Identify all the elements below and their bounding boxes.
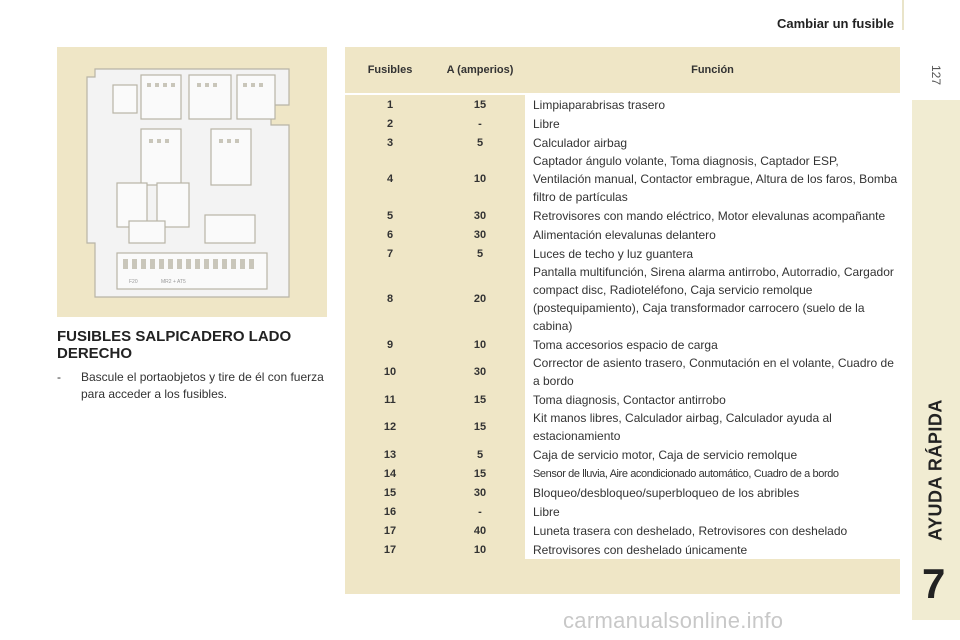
fuse-box-right-label: MR2 + AT5 xyxy=(161,279,186,285)
fuse-number: 9 xyxy=(386,338,394,351)
fuse-amps: 10 xyxy=(473,543,487,556)
fuse-amps: 10 xyxy=(473,338,487,351)
fuse-function: Libre xyxy=(525,502,900,521)
header-amps: A (amperios) xyxy=(446,64,514,76)
fuse-number: 1 xyxy=(386,98,394,111)
instruction-text: Bascule el portaobjetos y tire de él con fuerza para acceder a los fusibles. xyxy=(81,370,324,401)
fuse-number: 10 xyxy=(383,366,397,378)
fuse-function: Limpiaparabrisas trasero xyxy=(525,95,900,114)
fuse-function: Calculador airbag xyxy=(525,133,900,152)
fuse-number: 17 xyxy=(383,543,397,556)
table-row xyxy=(345,354,900,390)
fuse-number: 3 xyxy=(386,136,394,149)
table-row xyxy=(345,445,900,464)
fuse-amps: 10 xyxy=(473,173,487,185)
fuse-table-panel xyxy=(345,47,900,594)
fuse-number: 13 xyxy=(383,448,397,461)
fuse-function: Toma diagnosis, Contactor antirrobo xyxy=(525,390,900,409)
fuse-function: Pantalla multifunción, Sirena alarma antirrobo, Autorradio, Cargador compact disc, Radioteléfono, Caja servicio remolque (postequipamiento), Caja transformador carrocero (suelo de la cabina) xyxy=(525,263,900,335)
fuse-number: 8 xyxy=(386,293,394,305)
fuse-number: 17 xyxy=(383,524,397,537)
fuse-function: Captador ángulo volante, Toma diagnosis, Captador ESP, Ventilación manual, Contactor embrague, Altura de los faros, Bomba filtro de partículas xyxy=(525,152,900,206)
fuse-number: 4 xyxy=(386,173,394,185)
fuse-amps: - xyxy=(478,117,482,130)
section-title: FUSIBLES SALPICADERO LADO DERECHO xyxy=(57,328,292,362)
table-row xyxy=(345,114,900,133)
page-header-title: Cambiar un fusible xyxy=(776,16,894,31)
table-row xyxy=(345,133,900,152)
fuse-number: 6 xyxy=(386,228,394,241)
fuse-number: 14 xyxy=(383,467,397,480)
table-row xyxy=(345,95,900,114)
fuse-function: Caja de servicio motor, Caja de servicio remolque xyxy=(525,445,900,464)
fuse-box-left-label: F20 xyxy=(129,279,138,285)
fuse-amps: 5 xyxy=(476,448,484,461)
fuse-table-header xyxy=(345,47,900,93)
fuse-amps: 15 xyxy=(473,421,487,433)
header-divider xyxy=(902,0,904,30)
fuse-function: Bloqueo/desbloqueo/superbloqueo de los abribles xyxy=(525,483,900,502)
chapter-side-tab xyxy=(912,100,960,620)
table-row xyxy=(345,244,900,263)
fuse-number: 5 xyxy=(386,209,394,222)
fuse-amps: 15 xyxy=(473,467,487,480)
table-row xyxy=(345,335,900,354)
fuse-amps: 5 xyxy=(476,136,484,149)
header-fuses: Fusibles xyxy=(367,64,413,76)
bullet-dash: - xyxy=(57,370,61,384)
chapter-number: 7 xyxy=(922,560,946,607)
fuse-function: Corrector de asiento trasero, Conmutación en el volante, Cuadro de a bordo xyxy=(525,354,900,390)
fuse-amps: 30 xyxy=(473,366,487,378)
table-row xyxy=(345,502,900,521)
table-row xyxy=(345,409,900,445)
fuse-function: Kit manos libres, Calculador airbag, Calculador ayuda al estacionamiento xyxy=(525,409,900,445)
fuse-box-illustration xyxy=(57,47,327,317)
fuse-amps: 30 xyxy=(473,209,487,222)
fuse-amps: 5 xyxy=(476,247,484,260)
fuse-function: Luces de techo y luz guantera xyxy=(525,244,900,263)
table-row xyxy=(345,540,900,559)
fuse-number: 16 xyxy=(383,505,397,518)
fuse-table xyxy=(345,47,900,559)
table-row xyxy=(345,464,900,483)
fuse-function: Toma accesorios espacio de carga xyxy=(525,335,900,354)
table-row xyxy=(345,152,900,206)
fuse-number: 2 xyxy=(386,117,394,130)
fuse-function: Luneta trasera con deshelado, Retrovisores con deshelado xyxy=(525,521,900,540)
fuse-function: Alimentación elevalunas delantero xyxy=(525,225,900,244)
watermark-text: carmanualsonline.info xyxy=(563,608,784,633)
fuse-number: 12 xyxy=(383,421,397,433)
table-row xyxy=(345,483,900,502)
table-row xyxy=(345,263,900,335)
page-number: 127 xyxy=(929,64,944,86)
fuse-number: 15 xyxy=(383,486,397,499)
fuse-function: Retrovisores con mando eléctrico, Motor elevalunas acompañante xyxy=(525,206,900,225)
fuse-amps: 30 xyxy=(473,228,487,241)
fuse-amps: 20 xyxy=(473,293,487,305)
fuse-function: Libre xyxy=(525,114,900,133)
fuse-amps: 15 xyxy=(473,393,487,406)
fuse-number: 7 xyxy=(386,247,394,260)
table-row xyxy=(345,390,900,409)
chapter-section-title: AYUDA RÁPIDA xyxy=(925,399,946,541)
fuse-amps: 15 xyxy=(473,98,487,111)
fuse-function: Sensor de lluvia, Aire acondicionado automático, Cuadro de a bordo xyxy=(525,464,900,483)
header-function: Función xyxy=(691,64,734,76)
fuse-number: 11 xyxy=(384,393,396,406)
instruction-item xyxy=(57,369,332,403)
table-row xyxy=(345,521,900,540)
fuse-function: Retrovisores con deshelado únicamente xyxy=(525,540,900,559)
table-row xyxy=(345,206,900,225)
table-row xyxy=(345,225,900,244)
fuse-box-drawing xyxy=(57,47,327,317)
fuse-amps: 30 xyxy=(473,486,487,499)
fuse-amps: - xyxy=(478,505,482,518)
fuse-amps: 40 xyxy=(473,524,487,537)
